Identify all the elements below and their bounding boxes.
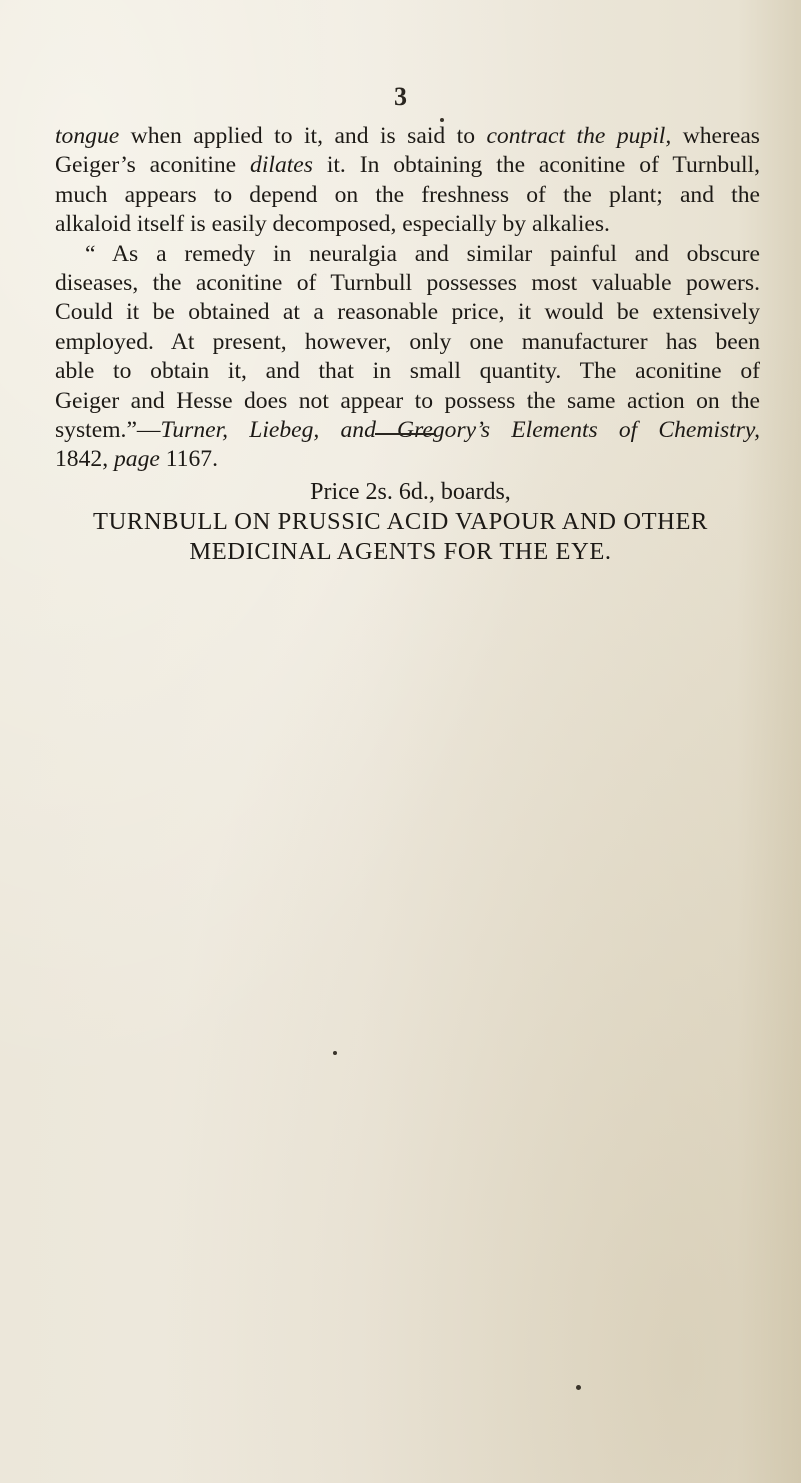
- text-line: alkaloid itself is easily decomposed, especially by alkalies.: [55, 211, 610, 238]
- ink-speck: [333, 1051, 337, 1055]
- advert-title-line-1: TURNBULL ON PRUSSIC ACID VAPOUR AND OTHER: [93, 508, 708, 535]
- ink-speck: [576, 1385, 581, 1390]
- page-number: 3: [394, 82, 407, 111]
- text-span: when applied to it, and is said to: [119, 123, 487, 149]
- italic-text: page: [113, 446, 160, 473]
- text-line: Geiger and Hesse does not appear to possess the same action on the: [55, 387, 760, 414]
- italic-text: dilates: [250, 152, 313, 179]
- section-divider: [375, 433, 435, 435]
- advert-price: Price 2s. 6d., boards,: [310, 479, 511, 505]
- text-span: Geiger’s aconitine: [55, 152, 251, 179]
- text-line: diseases, the aconitine of Turnbull possesses most valuable powers.: [55, 270, 760, 297]
- body-text: [55, 122, 760, 475]
- text-line: “ As a remedy in neuralgia and similar painful and obscure: [85, 240, 760, 267]
- text-line: Could it be obtained at a reasonable price, it would be extensively: [55, 299, 760, 326]
- italic-text: tongue: [55, 123, 120, 149]
- text-span: whereas: [671, 123, 760, 149]
- text-span: system.”—: [55, 417, 161, 444]
- text-line: [55, 416, 760, 445]
- text-span: 1167.: [159, 446, 218, 473]
- text-span: it. In obtaining the aconitine of Turnbull,: [312, 152, 761, 179]
- italic-text: contract the pupil,: [486, 123, 672, 149]
- text-line: much appears to depend on the freshness of the plant; and the: [55, 181, 760, 208]
- advert-title-line-2: MEDICINAL AGENTS FOR THE EYE.: [189, 538, 612, 565]
- ink-speck: [440, 118, 444, 122]
- text-line: [55, 122, 760, 151]
- text-line: able to obtain it, and that in small quantity. The aconitine of: [55, 358, 760, 385]
- text-line: employed. At present, however, only one manufacturer has been: [55, 328, 760, 355]
- text-line: [55, 445, 760, 474]
- citation-italic: Turner, Liebeg, and Gregory’s Elements of Chemistry,: [160, 417, 760, 444]
- text-line: [55, 151, 760, 180]
- text-span: 1842,: [55, 446, 114, 473]
